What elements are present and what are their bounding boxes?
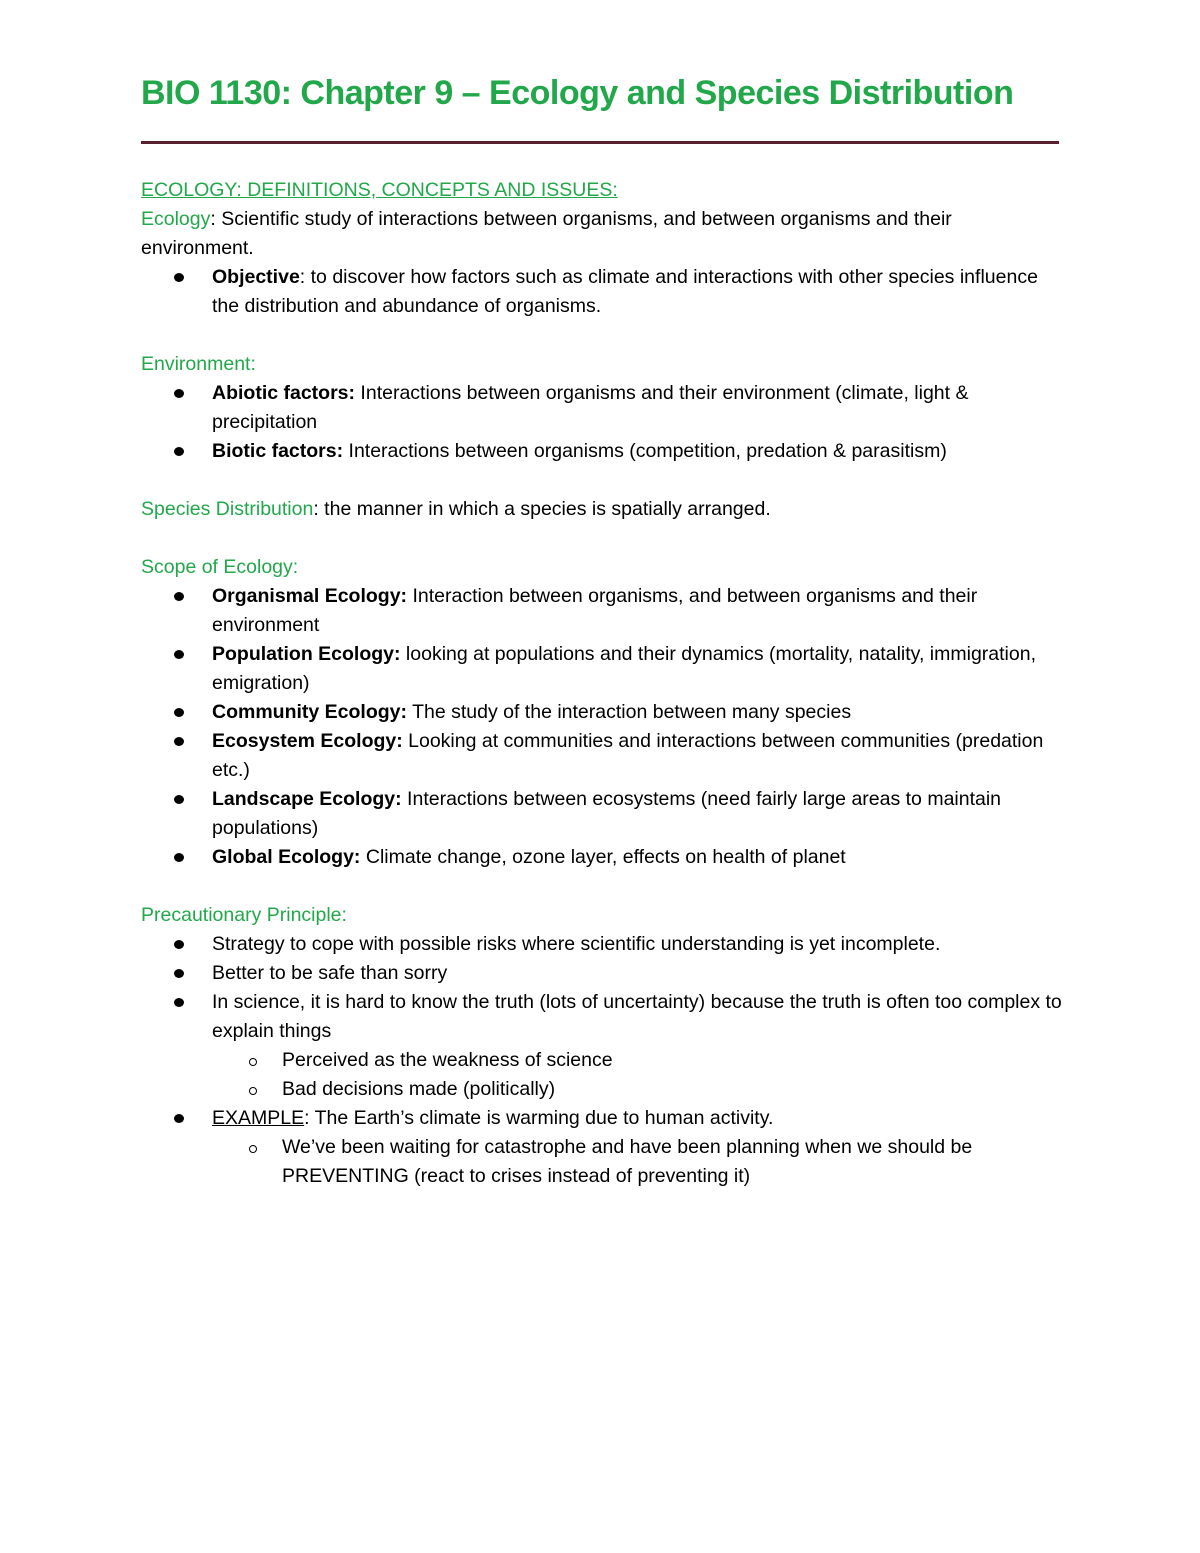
ecology-bullets xyxy=(141,263,1063,321)
list-item xyxy=(141,1104,1063,1133)
list-item xyxy=(141,437,1063,466)
scope-bullets xyxy=(141,582,1063,872)
section-heading-environment xyxy=(141,350,1063,379)
section-heading-precaution: Precautionary Principle: xyxy=(141,904,347,926)
document-title: BIO 1130: Chapter 9 – Ecology and Species Distribution xyxy=(141,74,1014,112)
bullet-text: The study of the interaction between many species xyxy=(407,701,852,723)
bullet-text: Interactions between ecosystems (need fairly large areas to maintain populations) xyxy=(212,788,1002,839)
bullet-text: Interaction between organisms, and between organisms and their environment xyxy=(212,585,978,636)
bullet-term: Organismal Ecology: xyxy=(212,585,408,607)
list-item xyxy=(141,843,1063,872)
species-distribution-definition xyxy=(141,495,1063,524)
bullet-text: : to discover how factors such as climate and interactions with other species influence the distribution and abundance of organisms. xyxy=(212,266,1038,317)
title-divider xyxy=(141,141,1059,144)
bullet-term: Abiotic factors: xyxy=(212,382,356,404)
example-label: EXAMPLE xyxy=(212,1107,305,1129)
bullet-text: Interactions between organisms and their environment (climate, light & precipitation xyxy=(212,382,969,433)
ecology-definition xyxy=(141,205,1063,263)
list-item: In science, it is hard to know the truth (lots of uncertainty) because the truth is often too complex to explain things xyxy=(141,988,1063,1046)
bullet-term: Population Ecology: xyxy=(212,643,401,665)
list-item: Strategy to cope with possible risks where scientific understanding is yet incomplete. xyxy=(141,930,1063,959)
list-item: Better to be safe than sorry xyxy=(141,959,1063,988)
list-item xyxy=(141,640,1063,698)
species-distribution-term: Species Distribution xyxy=(141,498,314,520)
section-heading-ecology: ECOLOGY: DEFINITIONS, CONCEPTS AND ISSUES: xyxy=(141,179,618,201)
bullet-text: Looking at communities and interactions between communities (predation etc.) xyxy=(212,730,1044,781)
sub-list-item: Perceived as the weakness of science xyxy=(141,1046,1063,1075)
environment-bullets xyxy=(141,379,1063,466)
list-item xyxy=(141,379,1063,437)
bullet-text: Interactions between organisms (competition, predation & parasitism) xyxy=(343,440,947,462)
bullet-text: looking at populations and their dynamics (mortality, natality, immigration, emigration) xyxy=(212,643,1036,694)
bullet-term: Community Ecology: xyxy=(212,701,408,723)
sub-list-item: Bad decisions made (politically) xyxy=(141,1075,1063,1104)
section-heading-scope: Scope of Ecology: xyxy=(141,556,299,578)
bullet-term: Ecosystem Ecology: xyxy=(212,730,403,752)
species-distribution-text: : the manner in which a species is spatially arranged. xyxy=(313,498,771,520)
document-body xyxy=(141,176,1063,1191)
environment-heading-text: Environment xyxy=(141,353,251,375)
sub-list-item: We’ve been waiting for catastrophe and have been planning when we should be PREVENTING (react to crises instead of preventing it) xyxy=(141,1133,1063,1191)
bullet-term: Objective xyxy=(212,266,300,288)
bullet-text: Climate change, ozone layer, effects on health of planet xyxy=(360,846,846,868)
list-item xyxy=(141,785,1063,843)
bullet-term: Landscape Ecology: xyxy=(212,788,402,810)
ecology-definition-text: : Scientific study of interactions between organisms, and between organisms and their environment. xyxy=(141,208,952,259)
bullet-term: Global Ecology: xyxy=(212,846,361,868)
bullet-term: Biotic factors: xyxy=(212,440,344,462)
ecology-term: Ecology xyxy=(141,208,211,230)
list-item xyxy=(141,263,1063,321)
list-item xyxy=(141,698,1063,727)
list-item xyxy=(141,727,1063,785)
list-item xyxy=(141,582,1063,640)
precaution-bullets xyxy=(141,930,1063,1191)
example-text: : The Earth’s climate is warming due to human activity. xyxy=(304,1107,774,1129)
environment-heading-colon: : xyxy=(250,353,256,375)
